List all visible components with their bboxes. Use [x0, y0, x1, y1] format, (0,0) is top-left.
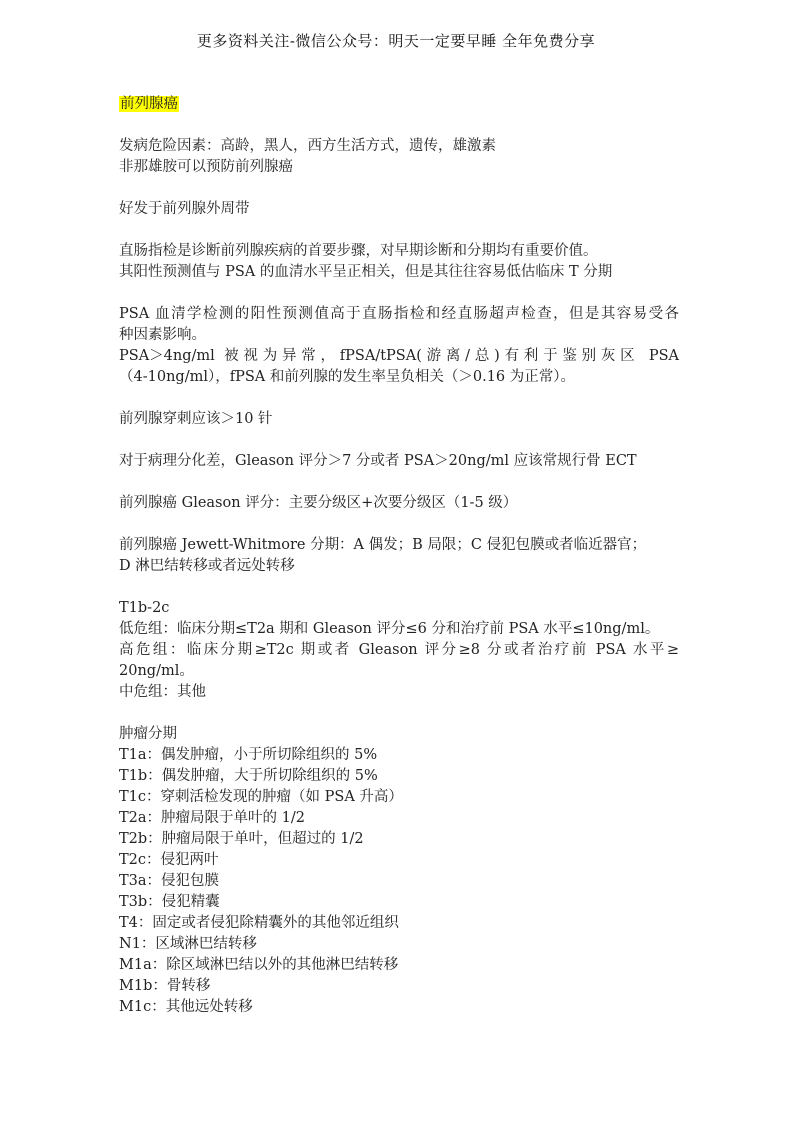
- biopsy-note: 前列腺穿刺应该＞10 针: [119, 411, 273, 427]
- list-item: T1a：偶发肿瘤，小于所切除组织的 5%: [119, 747, 378, 763]
- psa-paragraph-line-1: PSA 血清学检测的阳性预测值高于直肠指检和经直肠超声检查，但是其容易受各: [119, 306, 679, 322]
- staging-list: [119, 745, 679, 1018]
- psa-paragraph-line-3: PSA＞4ng/ml 被视为异常，fPSA/tPSA(游离/总)有利于鉴别灰区 PSA: [119, 348, 679, 364]
- jewett-line-1: 前列腺癌 Jewett-Whitmore 分期：A 偶发；B 局限；C 侵犯包膜或者临近器官；: [119, 537, 647, 553]
- page-header: 更多资料关注-微信公众号：明天一定要早睡 全年免费分享: [196, 32, 596, 50]
- list-item: T1c：穿刺活检发现的肿瘤（如 PSA 升高）: [119, 789, 403, 805]
- psa-paragraph-line-4: （4-10ng/ml），fPSA 和前列腺的发生率呈负相关（＞0.16 为正常）。: [119, 369, 575, 385]
- staging-title: 肿瘤分期: [119, 726, 177, 742]
- document-body: [119, 94, 679, 1018]
- list-item: M1b：骨转移: [119, 978, 211, 994]
- mid-risk-group: 中危组：其他: [119, 684, 206, 700]
- high-risk-group-line-1: 高危组：临床分期≥T2c 期或者 Gleason 评分≥8 分或者治疗前 PSA 水平≥: [119, 642, 679, 658]
- document-title: [119, 94, 679, 115]
- list-item: T2c：侵犯两叶: [119, 852, 219, 868]
- risk-factors: 发病危险因素：高龄，黑人，西方生活方式，遗传，雄激素: [119, 138, 496, 154]
- list-item: T2b：肿瘤局限于单叶，但超过的 1/2: [119, 831, 364, 847]
- dre-paragraph-line-1: 直肠指检是诊断前列腺疾病的首要步骤，对早期诊断和分期均有重要价值。: [119, 243, 598, 259]
- low-risk-group: 低危组：临床分期≤T2a 期和 Gleason 评分≤6 分和治疗前 PSA 水平≤10ng/ml。: [119, 621, 660, 637]
- list-item: T2a：肿瘤局限于单叶的 1/2: [119, 810, 305, 826]
- list-item: T1b：偶发肿瘤，大于所切除组织的 5%: [119, 768, 378, 784]
- list-item: N1：区域淋巴结转移: [119, 936, 257, 952]
- prevention-note: 非那雄胺可以预防前列腺癌: [119, 159, 293, 175]
- list-item: M1c：其他远处转移: [119, 999, 253, 1015]
- jewett-line-2: D 淋巴结转移或者远处转移: [119, 558, 295, 574]
- list-item: M1a：除区域淋巴结以外的其他淋巴结转移: [119, 957, 399, 973]
- dre-paragraph-line-2: 其阳性预测值与 PSA 的血清水平呈正相关，但是其往往容易低估临床 T 分期: [119, 264, 613, 280]
- psa-paragraph-line-2: 种因素影响。: [119, 327, 206, 343]
- ect-note: 对于病理分化差，Gleason 评分＞7 分或者 PSA＞20ng/ml 应该常规行骨 ECT: [119, 453, 637, 469]
- list-item: T4：固定或者侵犯除精囊外的其他邻近组织: [119, 915, 399, 931]
- risk-group-title: T1b-2c: [119, 600, 170, 616]
- high-risk-group-line-2: 20ng/ml。: [119, 663, 194, 679]
- gleason-note: 前列腺癌 Gleason 评分：主要分级区+次要分级区（1-5 级）: [119, 495, 518, 511]
- list-item: T3a：侵犯包膜: [119, 873, 220, 889]
- highlighted-title: 前列腺癌: [120, 96, 178, 112]
- list-item: T3b：侵犯精囊: [119, 894, 220, 910]
- location-note: 好发于前列腺外周带: [119, 201, 250, 217]
